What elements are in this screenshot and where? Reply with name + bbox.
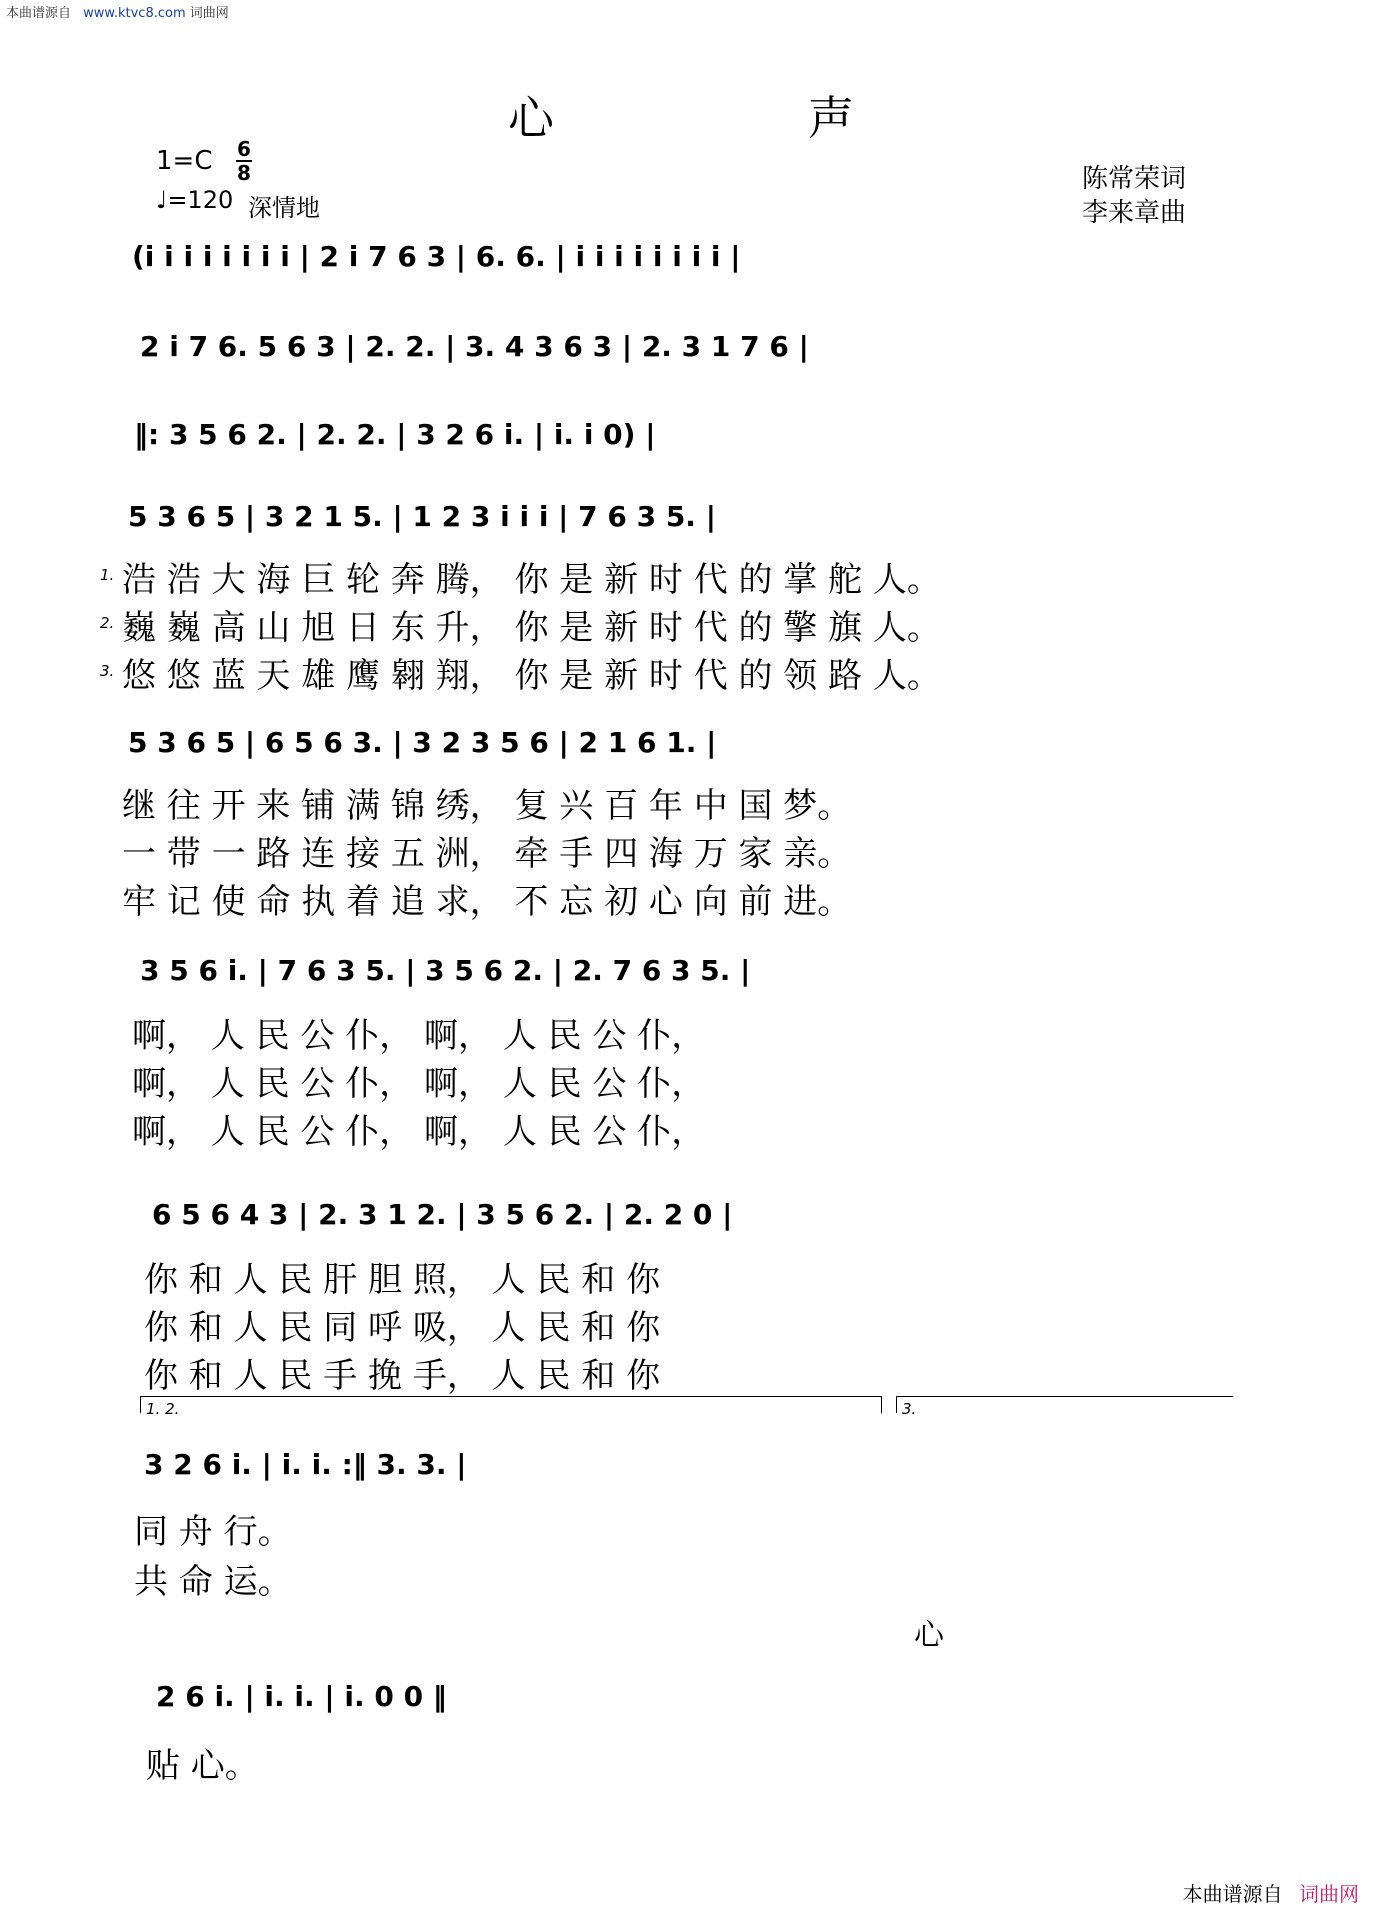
time-top: 6 — [237, 137, 251, 161]
music-line-6: 3 5 6 i. | 7 6 3 5. | 3 5 6 2. | 2. 7 6 3 5. | — [140, 954, 751, 987]
first-ending-bracket — [140, 1396, 882, 1413]
lyrics-b-verse-1: 继 往 开 来 铺 满 锦 绣， 复 兴 百 年 中 国 梦。 — [122, 786, 852, 826]
music-line-1: (i i i i i i i i | 2 i 7 6 3 | 6. 6. | i i i i i i i i | — [132, 240, 741, 273]
lyrics-c-verse-3: 啊， 人 民 公 仆， 啊， 人 民 公 仆， — [132, 1112, 706, 1152]
lyrics-e-line-1: 同 舟 行。 — [134, 1512, 292, 1552]
footer-credit — [1183, 1878, 1359, 1907]
music-line-8: 3 2 6 i. | i. i. :‖ 3. 3. | — [144, 1448, 467, 1481]
music-line-5: 5 3 6 5 | 6 5 6 3. | 3 2 3 5 6 | 2 1 6 1. | — [128, 726, 717, 759]
lyrics-d-verse-2: 你 和 人 民 同 呼 吸， 人 民 和 你 — [144, 1308, 661, 1348]
composer: 李来章曲 — [1082, 198, 1187, 228]
source-url[interactable]: www.ktvc8.com — [83, 6, 186, 21]
key-signature: 1=C — [156, 146, 213, 176]
lyrics-e-line-2: 共 命 运。 — [134, 1562, 292, 1602]
final-word: 心 — [914, 1618, 944, 1653]
source-header — [6, 2, 229, 21]
footer-site[interactable]: 词曲网 — [1299, 1882, 1359, 1906]
third-ending-label: 3. — [902, 1400, 917, 1418]
music-line-4: 5 3 6 5 | 3 2 1 5. | 1 2 3 i i i | 7 6 3 5. | — [128, 500, 716, 533]
lyrics-a-verse-2: 巍 巍 高 山 旭 日 东 升， 你 是 新 时 代 的 擎 旗 人。 — [122, 608, 941, 648]
footer-text: 本曲谱源自 — [1182, 1882, 1283, 1906]
verse-number-2: 2. — [100, 614, 115, 632]
lyrics-a-verse-1: 浩 浩 大 海 巨 轮 奔 腾， 你 是 新 时 代 的 掌 舵 人。 — [122, 560, 941, 600]
music-line-3: ‖: 3 5 6 2. | 2. 2. | 3 2 6 i. | i. i 0) | — [134, 418, 656, 451]
lyrics-b-verse-3: 牢 记 使 命 执 着 追 求， 不 忘 初 心 向 前 进。 — [122, 882, 852, 922]
source-text: 本曲谱源自 — [6, 6, 72, 21]
lyricist: 陈常荣词 — [1082, 164, 1187, 194]
title-char-1: 心 — [508, 91, 554, 145]
third-ending-bracket — [896, 1396, 1233, 1413]
lyrics-f: 贴 心。 — [146, 1746, 259, 1786]
lyrics-a-verse-3: 悠 悠 蓝 天 雄 鹰 翱 翔， 你 是 新 时 代 的 领 路 人。 — [122, 656, 941, 696]
lyrics-d-verse-3: 你 和 人 民 手 挽 手， 人 民 和 你 — [144, 1356, 661, 1396]
music-line-9: 2 6 i. | i. i. | i. 0 0 ‖ — [156, 1680, 447, 1713]
time-signature — [236, 138, 252, 184]
first-ending-label: 1. 2. — [146, 1400, 180, 1418]
verse-number-3: 3. — [100, 662, 115, 680]
lyrics-c-verse-1: 啊， 人 民 公 仆， 啊， 人 民 公 仆， — [132, 1016, 706, 1056]
verse-number-1: 1. — [100, 566, 115, 584]
music-line-2: 2 i 7 6. 5 6 3 | 2. 2. | 3. 4 3 6 3 | 2. 3 1 7 6 | — [140, 330, 809, 363]
lyrics-b-verse-2: 一 带 一 路 连 接 五 洲， 牵 手 四 海 万 家 亲。 — [122, 834, 852, 874]
lyrics-d-verse-1: 你 和 人 民 肝 胆 照， 人 民 和 你 — [144, 1260, 661, 1300]
source-site: 词曲网 — [189, 6, 229, 21]
lyrics-c-verse-2: 啊， 人 民 公 仆， 啊， 人 民 公 仆， — [132, 1064, 706, 1104]
time-bottom: 8 — [237, 161, 251, 185]
expression-marking: 深情地 — [248, 194, 320, 222]
tempo-marking: ♩=120 — [156, 186, 234, 214]
music-line-7: 6 5 6 4 3 | 2. 3 1 2. | 3 5 6 2. | 2. 2 0 | — [152, 1198, 733, 1231]
title-char-2: 声 — [808, 91, 854, 145]
